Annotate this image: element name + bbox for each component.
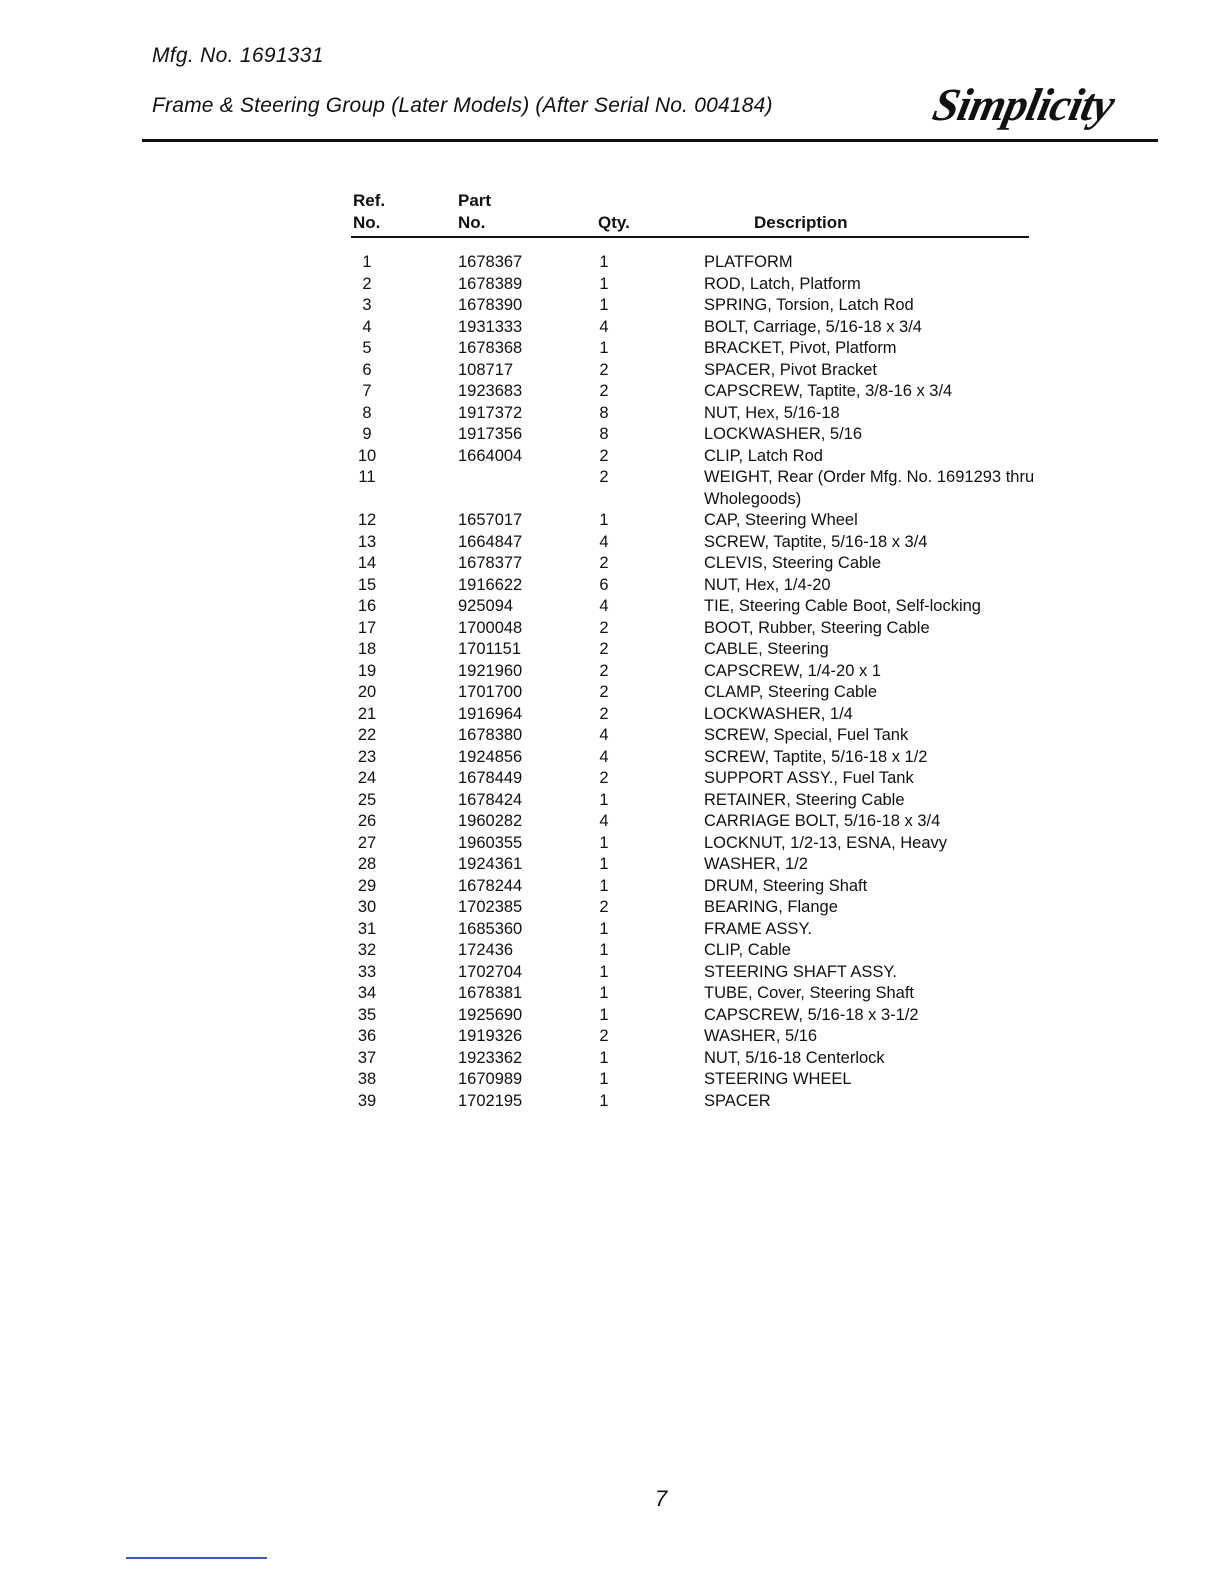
description-cell: BOOT, Rubber, Steering Cable xyxy=(704,618,930,637)
qty-cell: 4 xyxy=(599,812,609,830)
qty-cell: 6 xyxy=(599,575,609,594)
part-number-cell: 1919326 xyxy=(458,1027,523,1045)
qty-cell: 1 xyxy=(599,833,609,852)
table-row xyxy=(0,553,1224,575)
ref-cell: 4 xyxy=(362,317,372,336)
part-number-cell: 1701151 xyxy=(458,640,522,658)
description-cell: WASHER, 1/2 xyxy=(704,855,808,873)
description-cell: CLEVIS, Steering Cable xyxy=(704,554,882,572)
qty-cell: 4 xyxy=(599,726,609,744)
table-row xyxy=(0,618,1224,640)
description-cell: NUT, 5/16-18 Centerlock xyxy=(704,1048,885,1067)
qty-cell: 1 xyxy=(599,511,609,529)
ref-cell: 20 xyxy=(357,683,377,701)
ref-cell: 39 xyxy=(357,1091,377,1110)
table-row xyxy=(0,790,1224,812)
table-row xyxy=(0,983,1224,1005)
qty-cell: 1 xyxy=(599,339,609,357)
description-cell: DRUM, Steering Shaft xyxy=(704,876,868,895)
table-row xyxy=(0,403,1224,425)
part-number-cell: 1925690 xyxy=(458,1005,523,1024)
part-number-cell: 1664004 xyxy=(458,446,523,465)
table-row xyxy=(0,833,1224,855)
qty-cell: 1 xyxy=(599,855,609,873)
ref-cell: 8 xyxy=(362,403,372,422)
table-row xyxy=(0,274,1224,296)
qty-cell: 2 xyxy=(599,446,609,465)
table-row xyxy=(0,876,1224,898)
ref-cell: 3 xyxy=(362,296,372,314)
table-row xyxy=(0,897,1224,919)
qty-cell: 1 xyxy=(599,876,609,895)
description-cell: CARRIAGE BOLT, 5/16-18 x 3/4 xyxy=(704,812,941,830)
qty-cell: 8 xyxy=(599,425,609,443)
qty-cell: 1 xyxy=(599,941,609,959)
table-row xyxy=(0,510,1224,532)
description-cell: CLAMP, Steering Cable xyxy=(704,683,878,701)
description-cell: SPRING, Torsion, Latch Rod xyxy=(704,296,914,314)
description-cell: ROD, Latch, Platform xyxy=(704,274,861,293)
table-row xyxy=(0,962,1224,984)
qty-cell: 1 xyxy=(599,253,609,271)
ref-cell: 25 xyxy=(357,790,377,809)
qty-cell: 2 xyxy=(599,683,609,701)
part-number-cell: 1657017 xyxy=(458,511,523,529)
qty-cell: 1 xyxy=(599,1070,609,1088)
column-header-qty: Qty. xyxy=(598,213,630,232)
table-row xyxy=(0,1091,1224,1113)
part-number-cell: 1678367 xyxy=(458,253,523,271)
part-number-cell: 108717 xyxy=(458,360,514,379)
qty-cell: 2 xyxy=(599,898,609,916)
description-cell: CAP, Steering Wheel xyxy=(704,511,858,529)
table-row xyxy=(0,252,1224,274)
qty-cell: 4 xyxy=(599,532,609,551)
qty-cell: 2 xyxy=(599,382,609,400)
description-cell: LOCKWASHER, 1/4 xyxy=(704,704,853,723)
qty-cell: 4 xyxy=(599,747,609,766)
part-number-cell: 1916964 xyxy=(458,704,523,723)
qty-cell: 4 xyxy=(599,317,609,336)
table-row xyxy=(0,575,1224,597)
column-header-ref-line1: Ref. xyxy=(353,191,386,210)
part-number-cell: 1678424 xyxy=(458,790,523,809)
table-row xyxy=(0,295,1224,317)
parts-table-body xyxy=(0,252,1224,1112)
table-row xyxy=(0,1026,1224,1048)
description-cell: WASHER, 5/16 xyxy=(704,1027,818,1045)
table-row xyxy=(0,338,1224,360)
table-row xyxy=(0,919,1224,941)
table-row xyxy=(0,1069,1224,1091)
table-row xyxy=(0,661,1224,683)
qty-cell: 1 xyxy=(599,1005,609,1024)
part-number-cell: 1924361 xyxy=(458,855,523,873)
table-row xyxy=(0,704,1224,726)
table-row xyxy=(0,424,1224,446)
footer-rule xyxy=(126,1557,267,1559)
ref-cell: 5 xyxy=(362,339,372,357)
ref-cell: 17 xyxy=(357,618,377,637)
ref-cell: 33 xyxy=(357,962,377,981)
ref-cell: 37 xyxy=(357,1048,377,1067)
description-cell: NUT, Hex, 5/16-18 xyxy=(704,403,840,422)
ref-cell: 35 xyxy=(357,1005,377,1024)
qty-cell: 2 xyxy=(599,618,609,637)
description-cell: STEERING SHAFT ASSY. xyxy=(704,962,897,981)
mfg-number: Mfg. No. 1691331 xyxy=(152,44,324,67)
table-row xyxy=(0,467,1224,510)
part-number-cell: 1960282 xyxy=(458,812,523,830)
qty-cell: 2 xyxy=(599,360,609,379)
part-number-cell: 925094 xyxy=(458,597,514,615)
part-number-cell: 1921960 xyxy=(458,661,523,680)
ref-cell: 13 xyxy=(357,532,377,551)
header-divider xyxy=(142,139,1158,142)
ref-cell: 32 xyxy=(357,941,377,959)
description-cell: CLIP, Cable xyxy=(704,941,791,959)
qty-cell: 8 xyxy=(599,403,609,422)
description-cell: LOCKWASHER, 5/16 xyxy=(704,425,863,443)
table-row xyxy=(0,811,1224,833)
column-header-description: Description xyxy=(754,213,848,232)
column-header-part-line1: Part xyxy=(458,191,492,210)
description-cell: CLIP, Latch Rod xyxy=(704,446,823,465)
table-row xyxy=(0,317,1224,339)
part-number-cell: 1924856 xyxy=(458,747,523,766)
table-row xyxy=(0,747,1224,769)
part-number-cell: 1678368 xyxy=(458,339,523,357)
description-cell: RETAINER, Steering Cable xyxy=(704,790,905,809)
part-number-cell: 1923683 xyxy=(458,382,523,400)
ref-cell: 22 xyxy=(357,726,377,744)
description-cell: WEIGHT, Rear (Order Mfg. No. 1691293 thru Wholegoods) xyxy=(704,468,1035,508)
part-number-cell: 1678389 xyxy=(458,274,523,293)
table-row xyxy=(0,381,1224,403)
ref-cell: 10 xyxy=(357,446,377,465)
part-number-cell: 1664847 xyxy=(458,532,523,551)
ref-cell: 18 xyxy=(357,640,377,658)
description-cell: SUPPORT ASSY., Fuel Tank xyxy=(704,769,914,787)
table-row xyxy=(0,1048,1224,1070)
part-number-cell: 1701700 xyxy=(458,683,523,701)
qty-cell: 2 xyxy=(599,704,609,723)
ref-cell: 12 xyxy=(357,511,377,529)
part-number-cell: 1923362 xyxy=(458,1048,523,1067)
qty-cell: 1 xyxy=(599,1091,609,1110)
part-number-cell: 1678377 xyxy=(458,554,523,572)
part-number-cell: 1960355 xyxy=(458,833,523,852)
description-cell: CAPSCREW, 5/16-18 x 3-1/2 xyxy=(704,1005,919,1024)
description-cell: CABLE, Steering xyxy=(704,640,829,658)
ref-cell: 9 xyxy=(362,425,372,443)
description-cell: BRACKET, Pivot, Platform xyxy=(704,339,897,357)
ref-cell: 30 xyxy=(357,898,377,916)
ref-cell: 16 xyxy=(357,597,377,615)
table-row xyxy=(0,532,1224,554)
page-number: 7 xyxy=(655,1486,668,1511)
part-number-cell: 1702195 xyxy=(458,1091,523,1110)
description-cell: CAPSCREW, 1/4-20 x 1 xyxy=(704,661,881,680)
ref-cell: 31 xyxy=(357,919,377,938)
part-number-cell: 1685360 xyxy=(458,919,523,938)
description-cell: FRAME ASSY. xyxy=(704,919,812,938)
table-row xyxy=(0,725,1224,747)
ref-cell: 11 xyxy=(358,468,376,486)
qty-cell: 1 xyxy=(599,790,609,809)
part-number-cell: 1917356 xyxy=(458,425,523,443)
part-number-cell: 1702704 xyxy=(458,962,523,981)
qty-cell: 2 xyxy=(599,640,609,658)
table-row xyxy=(0,940,1224,962)
ref-cell: 14 xyxy=(357,554,377,572)
description-cell: SCREW, Taptite, 5/16-18 x 3/4 xyxy=(704,532,928,551)
qty-cell: 1 xyxy=(599,919,609,938)
description-cell: CAPSCREW, Taptite, 3/8-16 x 3/4 xyxy=(704,382,953,400)
qty-cell: 1 xyxy=(599,962,609,981)
qty-cell: 1 xyxy=(599,296,609,314)
part-number-cell: 1670989 xyxy=(458,1070,523,1088)
description-cell: BEARING, Flange xyxy=(704,898,838,916)
part-number-cell: 1700048 xyxy=(458,618,523,637)
part-number-cell: 1678390 xyxy=(458,296,523,314)
table-row xyxy=(0,360,1224,382)
column-header-part-line2: No. xyxy=(458,213,486,232)
part-number-cell: 1702385 xyxy=(458,898,523,916)
description-cell: SCREW, Special, Fuel Tank xyxy=(704,726,909,744)
ref-cell: 19 xyxy=(357,661,377,680)
ref-cell: 24 xyxy=(357,769,377,787)
ref-cell: 28 xyxy=(357,855,377,873)
table-row xyxy=(0,1005,1224,1027)
description-cell: SCREW, Taptite, 5/16-18 x 1/2 xyxy=(704,747,928,766)
qty-cell: 2 xyxy=(599,1027,609,1045)
qty-cell: 4 xyxy=(599,597,609,615)
ref-cell: 7 xyxy=(362,382,372,400)
qty-cell: 2 xyxy=(599,468,609,486)
ref-cell: 2 xyxy=(362,274,372,293)
part-number-cell: 172436 xyxy=(458,941,514,959)
ref-cell: 29 xyxy=(357,876,377,895)
column-header-ref-line2: No. xyxy=(353,213,381,232)
part-number-cell: 1678381 xyxy=(458,984,523,1002)
description-cell: STEERING WHEEL xyxy=(704,1070,852,1088)
table-header-divider xyxy=(351,236,1029,238)
ref-cell: 15 xyxy=(357,575,377,594)
part-number-cell: 1678449 xyxy=(458,769,523,787)
description-cell: NUT, Hex, 1/4-20 xyxy=(704,575,831,594)
ref-cell: 6 xyxy=(362,360,372,379)
description-cell: LOCKNUT, 1/2-13, ESNA, Heavy xyxy=(704,833,948,852)
qty-cell: 2 xyxy=(599,661,609,680)
table-row xyxy=(0,639,1224,661)
part-number-cell: 1678244 xyxy=(458,876,523,895)
ref-cell: 1 xyxy=(362,253,372,271)
ref-cell: 26 xyxy=(357,812,377,830)
qty-cell: 2 xyxy=(599,554,609,572)
description-cell: SPACER xyxy=(704,1091,771,1110)
description-cell: TIE, Steering Cable Boot, Self-locking xyxy=(704,597,981,615)
part-number-cell: 1916622 xyxy=(458,575,523,594)
part-number-cell: 1917372 xyxy=(458,403,523,422)
table-row xyxy=(0,596,1224,618)
column-header-part xyxy=(458,190,491,234)
ref-cell: 36 xyxy=(357,1027,377,1045)
ref-cell: 23 xyxy=(357,747,377,766)
ref-cell: 38 xyxy=(357,1070,377,1088)
ref-cell: 21 xyxy=(357,704,377,723)
ref-cell: 27 xyxy=(357,833,377,852)
part-number-cell: 1678380 xyxy=(458,726,523,744)
description-cell: PLATFORM xyxy=(704,253,793,271)
qty-cell: 1 xyxy=(599,274,609,293)
description-cell: SPACER, Pivot Bracket xyxy=(704,360,878,379)
brand-logo: Simplicity xyxy=(928,79,1119,130)
table-row xyxy=(0,682,1224,704)
ref-cell: 34 xyxy=(357,984,377,1002)
qty-cell: 1 xyxy=(599,1048,609,1067)
column-header-ref xyxy=(353,190,385,234)
part-number-cell: 1931333 xyxy=(458,317,523,336)
table-row xyxy=(0,446,1224,468)
table-row xyxy=(0,768,1224,790)
description-cell: TUBE, Cover, Steering Shaft xyxy=(704,984,915,1002)
qty-cell: 2 xyxy=(599,769,609,787)
table-row xyxy=(0,854,1224,876)
qty-cell: 1 xyxy=(599,984,609,1002)
description-cell: BOLT, Carriage, 5/16-18 x 3/4 xyxy=(704,317,922,336)
page-title: Frame & Steering Group (Later Models) (After Serial No. 004184) xyxy=(152,94,773,117)
